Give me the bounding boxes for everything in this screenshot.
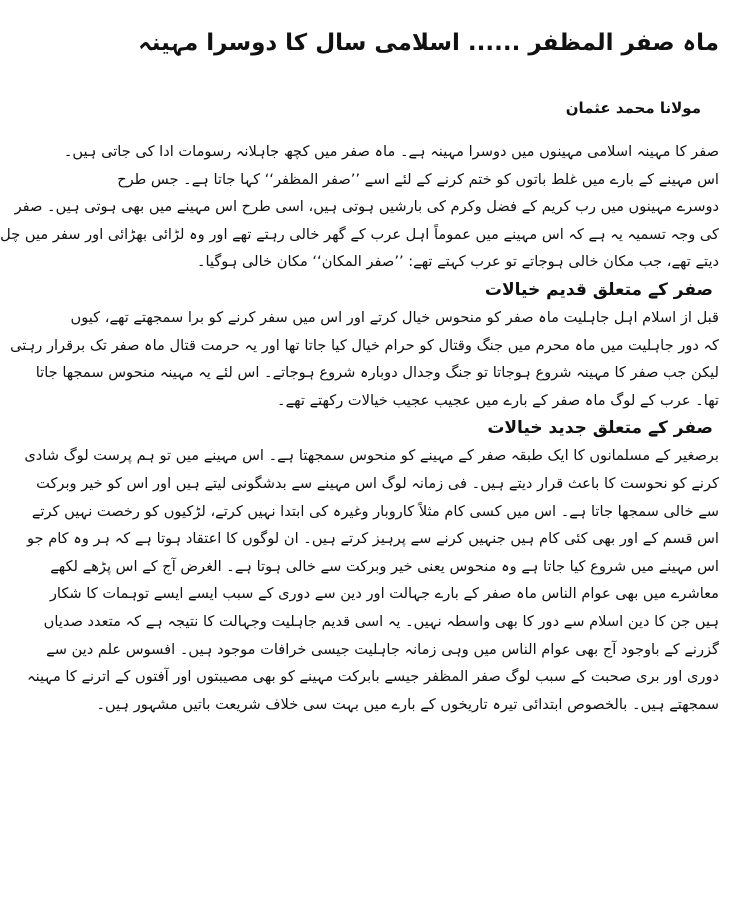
text-line: اس قسم کے اور بھی کئی کام ہیں جنہیں کرنے سے پرہیز کرتے ہیں۔ ان لوگوں کا اعتقاد ہوتا ہے کہ ہر وہ کام جو [27, 530, 719, 548]
text-line: کہ دور جاہلیت میں ماہ محرم میں جنگ وقتال کو حرام خیال کیا جاتا تھا اور یہ حرمت قتال ماہ صفر تک برقرار رہتی [10, 336, 719, 354]
article-author: مولانا محمد عثمان [565, 99, 701, 117]
text-line: لیکن جب صفر کا مہینہ شروع ہوجاتا تو جنگ وجدال دوبارہ شروع ہوجاتے۔ اس لئے یہ مہینہ منحوس سمجھا جاتا [35, 364, 719, 382]
article-title: ماہ صفر المظفر ...... اسلامی سال کا دوسرا مہینہ [138, 30, 719, 56]
paragraph-old-beliefs [10, 304, 719, 414]
text-line: برصغیر کے مسلمانوں کا ایک طبقہ صفر کے مہینے کو منحوس سمجھتا ہے۔ اس مہینے میں تو ہم پرست لوگ شادی [24, 447, 719, 465]
paragraph-new-beliefs [24, 442, 719, 718]
section-heading-new-beliefs: صفر کے متعلق جدید خیالات [487, 418, 713, 439]
text-line: اس مہینے کے بارے میں غلط باتوں کو ختم کرنے کے لئے اسے ’’صفر المظفر‘‘ کہا جاتا ہے۔ جس طرح [117, 170, 719, 188]
text-line: قبل از اسلام اہل جاہلیت ماہ صفر کو منحوس خیال کرتے اور اس میں سفر کرنے کو برا سمجھتے تھے، کیوں [70, 308, 719, 326]
text-line: سمجھتے ہیں۔ بالخصوص ابتدائی تیرہ تاریخوں کے بارے میں بہت سی خلاف شریعت باتیں مشہور ہیں۔ [96, 695, 719, 713]
text-line: صفر کا مہینہ اسلامی مہینوں میں دوسرا مہینہ ہے۔ ماہ صفر میں کچھ جاہلانہ رسومات ادا کی جاتی ہیں۔ [63, 143, 719, 160]
text-line: سے خالی سمجھا جاتا ہے۔ اس میں کسی کام مثلاً کاروبار وغیرہ کی ابتدا نہیں کرتے، لڑکیوں کو رخصت نہیں کرتے [31, 502, 719, 520]
section-heading-old-beliefs: صفر کے متعلق قدیم خیالات [484, 279, 713, 300]
text-line: ہیں جن کا دین اسلام سے دور کا بھی واسطہ نہیں۔ یہ اسی قدیم جاہلیت وجہالت کا نتیجہ ہے کہ متعدد صدیاں [43, 612, 719, 630]
article-body [0, 138, 719, 718]
text-line: دیتے تھے، جب مکان خالی ہوجاتے تو عرب کہتے تھے: ’’صفر المکان‘‘ مکان خالی ہوگیا۔ [196, 253, 719, 271]
text-line: کی وجہ تسمیہ یہ ہے کہ اس مہینے میں عموماً اہل عرب کے گھر خالی رہتے تھے اور وہ لڑائی بھڑائی اور سفر میں چل [0, 225, 719, 243]
text-line: دوری اور بری صحبت کے سبب لوگ صفر المظفر جیسے بابرکت مہینے کو بھی مصیبتوں اور آفتوں کے اترنے کا مہینہ [27, 668, 719, 686]
text-line: گزرنے کے باوجود آج بھی عوام الناس میں وہی زمانہ جاہلیت جیسی خرافات موجود ہیں۔ افسوس علم دین سے [46, 640, 719, 658]
paragraph-intro [0, 138, 719, 276]
text-line: دوسرے مہینوں میں رب کریم کے فضل وکرم کی بارشیں ہوتی ہیں، اسی طرح اس مہینے میں بھی ہوتی ہیں۔ صفر [14, 198, 719, 216]
text-line: معاشرے میں بھی عوام الناس ماہ صفر کے بارے جہالت اور دین سے دوری کے سبب ایسے ایسے توہمات کا شکار [49, 585, 719, 603]
text-line: اس مہینے میں شروع کیا جاتا ہے وہ منحوس یعنی خیر وبرکت سے خالی ہوتا ہے۔ الغرض آج کے اس پڑھے لکھے [50, 557, 719, 575]
text-line: تھا۔ عرب کے لوگ ماہ صفر کے بارے میں عجیب عجیب خیالات رکھتے تھے۔ [277, 391, 719, 409]
text-line: کرنے کو نحوست کا باعث قرار دیتے ہیں۔ فی زمانہ لوگ اس مہینے سے بدشگونی لیتے ہیں اور اس کو خیر وبرکت [36, 474, 719, 492]
